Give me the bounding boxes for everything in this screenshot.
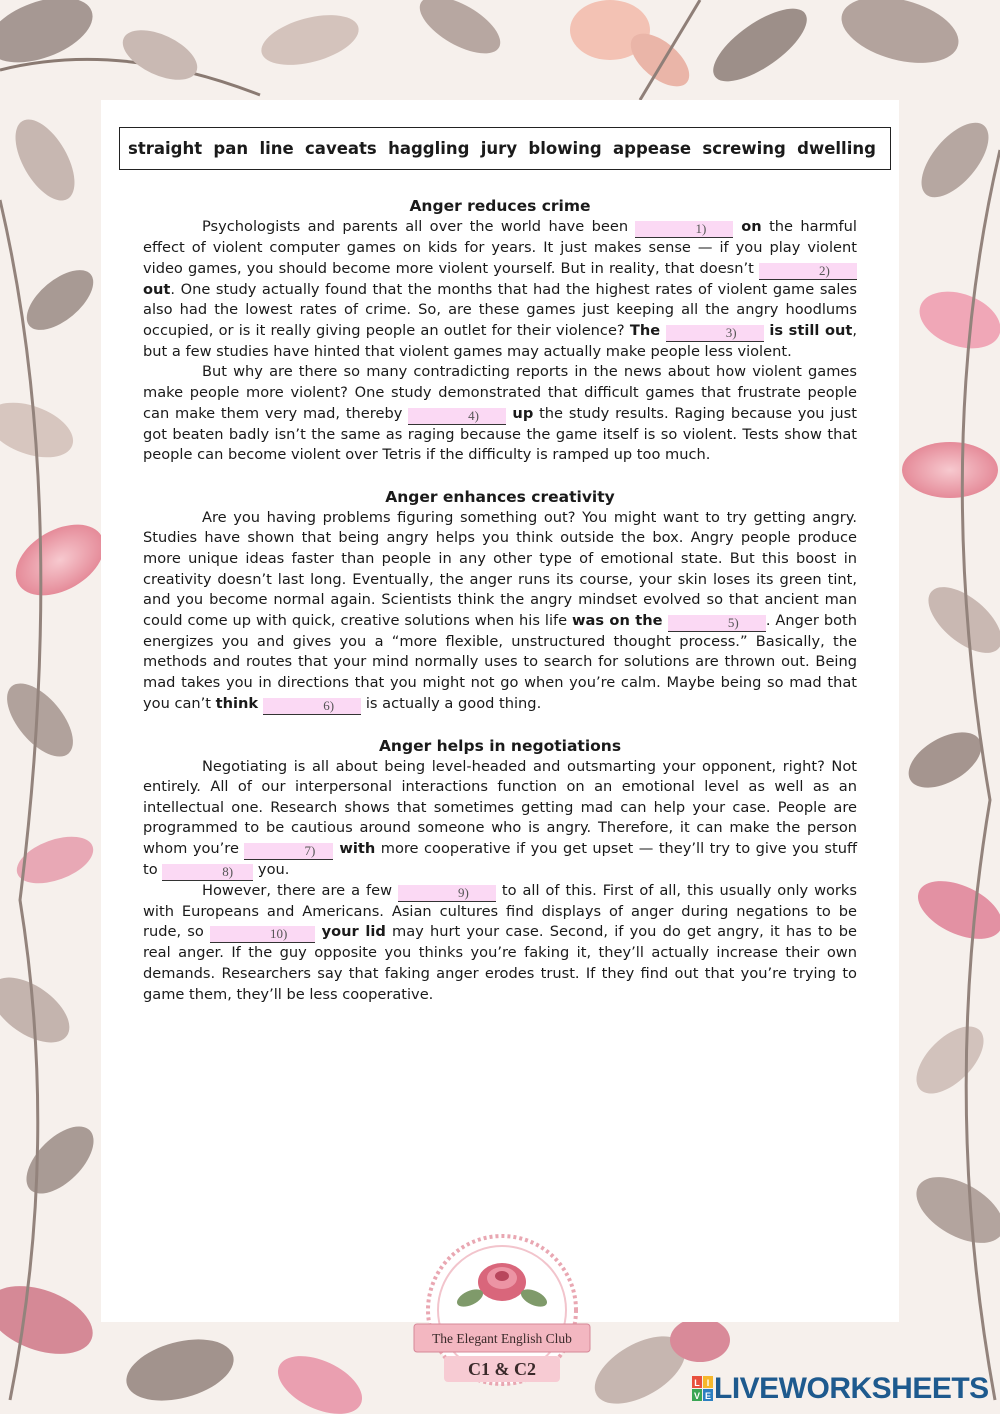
text-run: may hurt your case. Second, if you do get angry, it has to be real anger. If the guy opposite you thinks you’re faking it, they’ll actually increase their own demands. Researchers say that faking anger erodes trust. If they find out that you’re trying to game them, they’ll be less cooperative. <box>143 923 857 1003</box>
word-bank-item: haggling <box>388 139 470 158</box>
paragraph <box>143 757 857 881</box>
answer-blank-input[interactable]: 4) <box>408 408 506 425</box>
svg-text:L: L <box>694 1378 700 1388</box>
text-run: to all of this. First of all, this usually only works with Europeans and Americans. Asian cultures find displays of anger during negations to be rude, so <box>143 881 857 941</box>
bold-text: up <box>506 404 534 422</box>
text-run: the study results. Raging because you just got beaten badly isn’t the same as raging because the game itself is so violent. Tests show that people can become violent over Tetris if the difficulty is ramped up too much. <box>143 404 857 464</box>
bold-text: your lid <box>315 923 386 941</box>
word-bank-item: appease <box>613 139 692 158</box>
word-bank-item: blowing <box>528 139 602 158</box>
answer-blank-input[interactable]: 1) <box>635 221 733 238</box>
section-heading: Anger reduces crime <box>409 197 591 215</box>
liveworksheets-text: LIVEWORKSHEETS <box>714 1372 989 1405</box>
answer-blank-input[interactable]: 2) <box>759 263 857 280</box>
answer-blank-input[interactable]: 3) <box>666 325 764 342</box>
svg-text:I: I <box>706 1378 710 1388</box>
svg-text:E: E <box>704 1391 712 1401</box>
bold-text: on <box>733 218 762 235</box>
bold-text: think <box>215 694 264 712</box>
word-bank-item: line <box>259 139 294 158</box>
word-bank-item: pan <box>213 139 249 158</box>
worksheet-content <box>143 195 857 1005</box>
answer-blank-input[interactable]: 7) <box>244 843 333 860</box>
svg-text:V: V <box>693 1391 701 1401</box>
paragraph <box>143 881 857 1005</box>
text-run: , but a few studies have hinted that violent games may actually make people less violent. <box>143 321 857 360</box>
elegant-english-club-logo <box>412 1232 592 1404</box>
word-bank-item: straight <box>128 139 203 158</box>
text-run: Are you having problems figuring something out? You might want to try getting angry. Studies have shown that being angry helps you think outside the box. Angry people produce more unique ideas faster than people in any other type of emotional state. But this boost in creativity doesn’t last long. Eventually, the anger runs its course, your skin loses its green tint, and you become normal again. Scientists think the angry mindset evolved so that ancient man could come up with quick, creative solutions when his life <box>143 508 857 629</box>
answer-blank-input[interactable]: 9) <box>398 885 496 902</box>
text-run: Negotiating is all about being level-headed and outsmarting your opponent, right? Not entirely. All of our interpersonal interactions function on an emotional level as well as an intellectual one. Research shows that sometimes getting mad can help your case. People are programmed to be cautious around someone who is angry. Therefore, it can make the person whom you’re <box>143 757 857 857</box>
word-bank-item: screwing <box>702 139 786 158</box>
paragraph <box>143 362 857 465</box>
bold-text: with <box>333 839 376 857</box>
answer-blank-input[interactable]: 5) <box>668 615 766 632</box>
svg-text:The Elegant English Club: The Elegant English Club <box>432 1331 572 1346</box>
text-run: . Anger both energizes you and gives you a “more flexible, unstructured thought process.” Basically, the methods and routes that your mind normally uses to search for solutions are thrown out. Being mad takes you in directions that you might not go when you’re calm. Maybe being so mad that you can’t <box>143 611 857 712</box>
text-run: . One study actually found that the months that had the highest rates of violent game sales also had the lowest rates of crime. So, are these games just keeping all the angry hoodlums occupied, or is it really giving people an outlet for their violence? <box>143 280 857 339</box>
text-run: is actually a good thing. <box>361 694 542 712</box>
section-heading: Anger helps in negotiations <box>378 736 622 755</box>
paragraph <box>143 217 857 362</box>
paragraph <box>143 508 857 715</box>
text-run: you. <box>253 860 290 878</box>
bold-text: was on the <box>572 611 668 629</box>
bold-text: out <box>143 280 171 298</box>
answer-blank-input[interactable]: 10) <box>210 926 315 943</box>
answer-blank-input[interactable]: 8) <box>162 864 253 881</box>
liveworksheets-brand[interactable] <box>692 1372 989 1406</box>
word-bank-item: caveats <box>305 139 377 158</box>
section-heading: Anger enhances creativity <box>385 487 615 506</box>
text-run: However, there are a few <box>202 881 398 899</box>
word-bank-item: jury <box>480 139 518 158</box>
text-run: the harmful effect of violent computer games on kids for years. It just makes sense — if you play violent video games, you should become more violent yourself. But in reality, that doesn’t <box>143 218 857 277</box>
bold-text: The <box>629 321 666 339</box>
word-bank-item: dwelling <box>797 139 876 158</box>
bold-text: is still out <box>763 321 853 339</box>
liveworksheets-logo-icon <box>692 1376 714 1402</box>
text-run: more cooperative if you get upset — they’ll try to give you stuff to <box>143 839 857 878</box>
answer-blank-input[interactable]: 6) <box>263 698 361 715</box>
word-bank <box>119 127 891 170</box>
svg-text:C1 & C2: C1 & C2 <box>468 1359 536 1379</box>
text-run: Psychologists and parents all over the world have been <box>202 218 636 235</box>
text-run: But why are there so many contradicting reports in the news about how violent games make people more violent? One study demonstrated that difficult games that frustrate people can make them very mad, thereby <box>143 363 857 422</box>
